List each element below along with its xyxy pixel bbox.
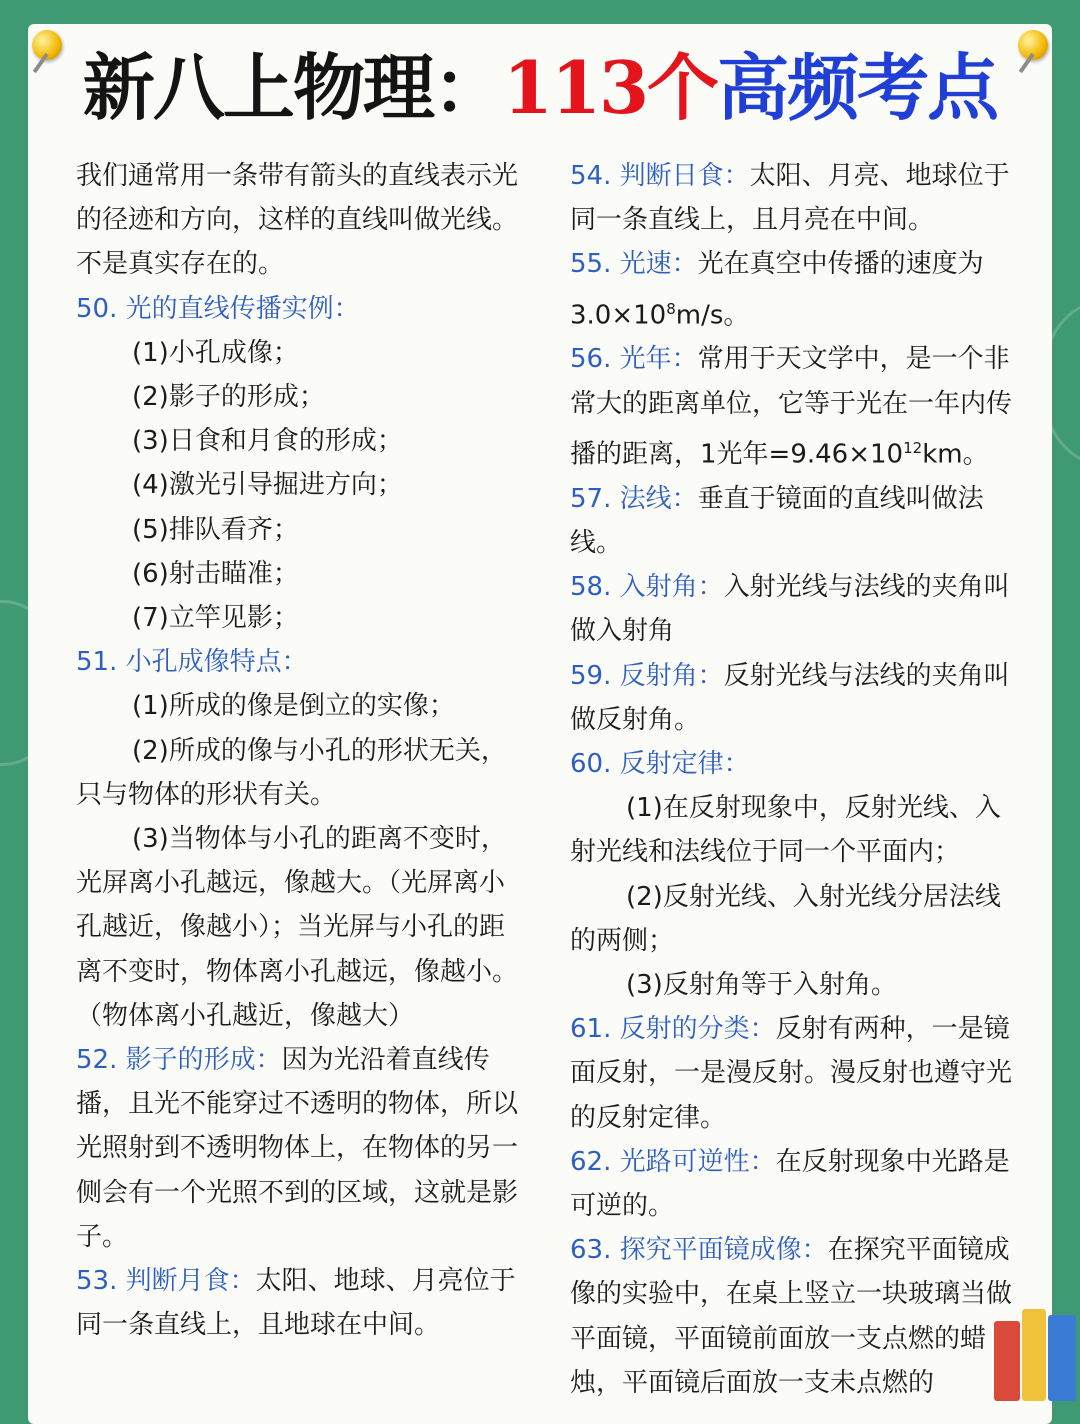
point-58-heading: 58. 入射角： <box>570 572 724 603</box>
point-62 <box>570 1140 1015 1228</box>
point-58-text: 入射光线与法线的夹角叫做入射角 <box>570 572 1010 647</box>
point-62-text: 在反射现象中光路是可逆的。 <box>570 1146 1010 1221</box>
point-55-text: 光在真空中传播的速度为 <box>697 249 984 280</box>
left-column <box>76 154 528 1347</box>
point-53 <box>76 1259 528 1347</box>
point-63 <box>570 1228 1015 1405</box>
point-50-heading: 50. 光的直线传播实例： <box>76 293 360 324</box>
point-62-heading: 62. 光路可逆性： <box>570 1146 776 1177</box>
point-61 <box>570 1007 1015 1140</box>
point-63-heading: 63. 探究平面镜成像： <box>570 1235 828 1266</box>
list-item: (2)所成的像与小孔的形状无关，只与物体的形状有关。 <box>76 735 507 810</box>
page-title <box>28 38 1052 138</box>
books-icon <box>990 1305 1080 1401</box>
point-54 <box>570 154 1015 242</box>
point-61-text: 反射有两种，一是镜面反射，一是漫反射。漫反射也遵守光的反射定律。 <box>570 1014 1013 1133</box>
point-57 <box>570 477 1015 565</box>
point-52-text: 因为光沿着直线传播，且光不能穿过不透明的物体，所以光照射到不透明物体上，在物体的另一侧会有一个光照不到的区域，这就是影子。 <box>76 1045 519 1252</box>
list-item: (3)日食和月食的形成； <box>132 426 403 457</box>
point-56 <box>570 337 1015 476</box>
point-54-text: 太阳、月亮、地球位于同一条直线上，且月亮在中间。 <box>570 161 1010 236</box>
point-55 <box>570 242 1015 337</box>
point-59 <box>570 654 1015 742</box>
point-56-exponent: 12 <box>903 438 923 457</box>
list-item: (1)在反射现象中，反射光线、入射光线和法线位于同一个平面内； <box>570 793 1001 868</box>
point-60-heading: 60. 反射定律： <box>570 748 750 779</box>
list-item: (2)反射光线、入射光线分居法线的两侧； <box>570 881 1001 956</box>
point-57-heading: 57. 法线： <box>570 483 698 514</box>
point-59-heading: 59. 反射角： <box>570 660 724 691</box>
point-55-value: 3.0×10 <box>570 300 667 331</box>
point-63-text: 在探究平面镜成像的实验中，在桌上竖立一块玻璃当做平面镜，平面镜前面放一支点燃的蜡烛，平面镜后面放一支未点燃的 <box>570 1235 1013 1398</box>
list-item: (7)立竿见影； <box>132 603 299 634</box>
point-53-text: 太阳、地球、月亮位于同一条直线上，且地球在中间。 <box>76 1266 516 1341</box>
point-55-heading: 55. 光速： <box>570 249 698 280</box>
point-56-heading: 56. 光年： <box>570 344 698 375</box>
point-58 <box>570 565 1015 653</box>
title-highlight: 高频考点 <box>717 45 998 130</box>
title-main: 新八上物理： <box>82 45 503 130</box>
point-56-unit: km。 <box>922 439 989 470</box>
point-61-heading: 61. 反射的分类： <box>570 1014 776 1045</box>
point-53-heading: 53. 判断月食： <box>76 1266 256 1297</box>
point-54-heading: 54. 判断日食： <box>570 161 750 191</box>
list-item: (2)影子的形成； <box>132 382 325 413</box>
point-59-text: 反射光线与法线的夹角叫做反射角。 <box>570 660 1010 735</box>
list-item: (1)所成的像是倒立的实像； <box>132 691 455 722</box>
right-column <box>570 154 1015 1405</box>
content-card <box>28 24 1052 1424</box>
intro-paragraph: 我们通常用一条带有箭头的直线表示光的径迹和方向，这样的直线叫做光线。不是真实存在的。 <box>76 161 519 280</box>
list-item: (1)小孔成像； <box>132 337 299 368</box>
point-51-heading: 51. 小孔成像特点： <box>76 647 308 678</box>
list-item: (5)排队看齐； <box>132 514 299 545</box>
title-count: 113个 <box>502 45 718 130</box>
list-item: (4)激光引导掘进方向； <box>132 470 403 501</box>
list-item: (6)射击瞄准； <box>132 558 299 589</box>
point-52-heading: 52. 影子的形成： <box>76 1045 282 1076</box>
point-57-text: 垂直于镜面的直线叫做法线。 <box>570 483 984 558</box>
point-55-exponent: 8 <box>666 299 676 318</box>
list-item: (3)反射角等于入射角。 <box>626 969 897 1000</box>
list-item: (3)当物体与小孔的距离不变时，光屏离小孔越远，像越大。（光屏离小孔越近，像越小）；当光屏与小孔的距离不变时，物体离小孔越远，像越小。（物体离小孔越近，像越大） <box>76 824 519 1031</box>
point-52 <box>76 1038 528 1259</box>
point-56-text: 常用于天文学中，是一个非常大的距离单位，它等于光在一年内传播的距离，1光年=9.46×10 <box>570 344 1013 470</box>
point-55-unit: m/s。 <box>675 300 750 331</box>
